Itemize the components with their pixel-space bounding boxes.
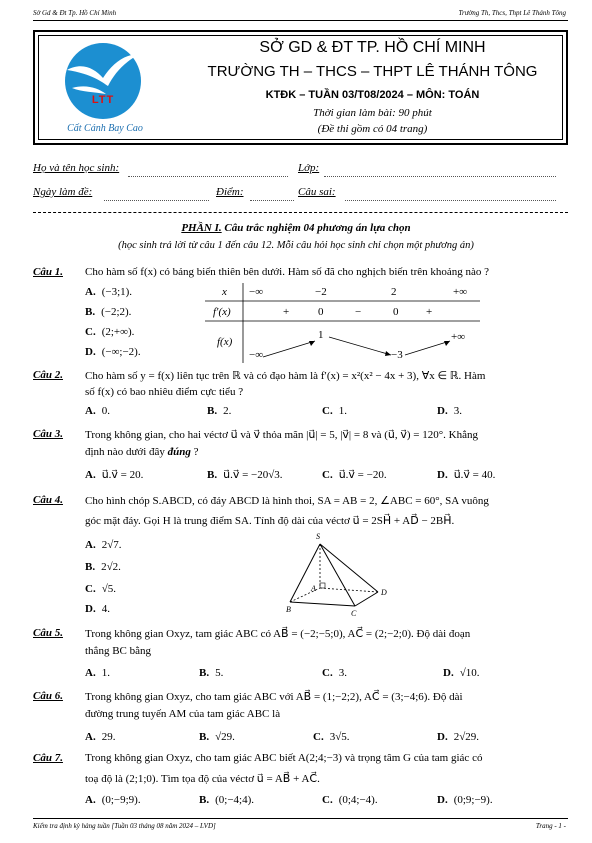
school-title: TRƯỜNG TH – THCS – THPT LÊ THÁNH TÔNG: [207, 63, 538, 80]
q4-text-line1: Cho hình chóp S.ABCD, có đáy ABCD là hình thoi, SA = AB = 2, ∠ABC = 60°, SA vuông: [85, 495, 489, 507]
q5-option-c[interactable]: C. 3.: [322, 667, 347, 679]
q1-option-b[interactable]: B. (−2;2).: [85, 306, 132, 318]
q7-option-b[interactable]: B. (0;−4;4).: [199, 794, 254, 806]
q7-text-line2: toạ độ là (2;1;0). Tìm tọa độ của véctơ u⃗ = AB⃗ + AC⃗.: [85, 773, 320, 785]
bbt-sign: −: [355, 306, 362, 318]
q1-number: Câu 1.: [33, 266, 63, 278]
q6-text-line2: đường trung tuyến AM của tam giác ABC là: [85, 708, 281, 720]
bbt-x-value: +∞: [453, 286, 468, 298]
bbt-sign: 0: [318, 306, 324, 318]
date-label: Ngày làm đề:: [33, 186, 93, 198]
wrong-field[interactable]: [345, 200, 556, 201]
q4-option-d[interactable]: D. 4.: [85, 603, 110, 615]
q4-option-c[interactable]: C. √5.: [85, 583, 116, 595]
q3-option-c[interactable]: C. u⃗.v⃗ = −20.: [322, 469, 387, 481]
q3-option-d[interactable]: D. u⃗.v⃗ = 40.: [437, 469, 496, 481]
q7-option-d[interactable]: D. (0;9;−9).: [437, 794, 493, 806]
q5-option-a[interactable]: A. 1.: [85, 667, 110, 679]
score-label: Điểm:: [216, 186, 244, 198]
q4-number: Câu 4.: [33, 494, 63, 506]
pyramid-label: B: [286, 605, 291, 614]
q4-option-b[interactable]: B. 2√2.: [85, 561, 121, 573]
q5-text-line1: Trong không gian Oxyz, tam giác ABC có AB⃗ = (−2;−5;0), AC⃗ = (2;−2;0). Độ dài đoạn: [85, 628, 471, 640]
bbt-f-label: f(x): [217, 336, 233, 348]
header-right: Trường Th, Thcs, Thpt Lê Thánh Tông: [458, 9, 566, 17]
q1-option-c[interactable]: C. (2;+∞).: [85, 326, 135, 338]
q7-option-c[interactable]: C. (0;4;−4).: [322, 794, 378, 806]
score-field[interactable]: [250, 200, 294, 201]
exam-pages: (Đề thi gồm có 04 trang): [317, 123, 428, 135]
part1-note: (học sinh trả lời từ câu 1 đến câu 12. Mỗi câu hỏi học sinh chỉ chọn một phương án): [118, 240, 474, 251]
q2-text-line2: số f(x) có bao nhiêu điểm cực tiểu ?: [85, 386, 244, 398]
wrong-label: Câu sai:: [298, 186, 336, 198]
q1-option-a[interactable]: A. (−3;1).: [85, 286, 133, 298]
bbt-x-value: −2: [315, 286, 327, 298]
pyramid-label: S: [316, 532, 320, 541]
q1-option-d[interactable]: D. (−∞;−2).: [85, 346, 141, 358]
name-field[interactable]: [128, 176, 288, 177]
pyramid-figure: [280, 532, 390, 622]
date-field[interactable]: [104, 200, 209, 201]
q6-option-a[interactable]: A. 29.: [85, 731, 116, 743]
pyramid-label: C: [351, 609, 357, 618]
q5-option-d[interactable]: D. √10.: [443, 667, 480, 679]
bbt-f-value: +∞: [451, 331, 466, 343]
header-divider: [33, 20, 568, 21]
bbt-x-label: x: [222, 286, 227, 298]
part1-title: PHẦN I.: [181, 222, 222, 234]
class-field[interactable]: [324, 176, 556, 177]
q2-text-line1: Cho hàm số y = f(x) liên tục trên ℝ và có đạo hàm là f′(x) = x²(x² − 4x + 3), ∀x ∈ ℝ. Hàm: [85, 370, 486, 382]
q6-option-b[interactable]: B. √29.: [199, 731, 235, 743]
class-label: Lớp:: [298, 162, 320, 174]
header-left: Sở Gd & Đt Tp. Hồ Chí Minh: [33, 9, 117, 17]
exam-duration: Thời gian làm bài: 90 phút: [313, 107, 432, 119]
q7-option-a[interactable]: A. (0;−9;9).: [85, 794, 141, 806]
q6-option-c[interactable]: C. 3√5.: [313, 731, 350, 743]
q5-number: Câu 5.: [33, 627, 63, 639]
q6-option-d[interactable]: D. 2√29.: [437, 731, 479, 743]
q5-option-b[interactable]: B. 5.: [199, 667, 224, 679]
footer-page: Trang - 1 -: [535, 822, 566, 830]
q1-text: Cho hàm số f(x) có bảng biến thiên bên dưới. Hàm số đã cho nghịch biến trên khoảng nào ?: [85, 266, 490, 278]
q4-option-a[interactable]: A. 2√7.: [85, 539, 122, 551]
bbt-x-value: 2: [391, 286, 397, 298]
bbt-x-value: −∞: [249, 286, 264, 298]
q2-option-c[interactable]: C. 1.: [322, 405, 347, 417]
bbt-sign: +: [283, 306, 290, 318]
q2-option-b[interactable]: B. 2.: [207, 405, 232, 417]
bbt-f-value: −∞: [249, 349, 264, 361]
q7-number: Câu 7.: [33, 752, 63, 764]
q2-option-a[interactable]: A. 0.: [85, 405, 110, 417]
q3-option-a[interactable]: A. u⃗.v⃗ = 20.: [85, 469, 144, 481]
name-label: Họ và tên học sinh:: [33, 162, 120, 174]
q6-text-line1: Trong không gian Oxyz, cho tam giác ABC với AB⃗ = (1;−2;2), AC⃗ = (3;−4;6). Độ dài: [85, 691, 463, 703]
q2-number: Câu 2.: [33, 369, 63, 381]
bbt-f-value: 1: [318, 329, 324, 341]
pyramid-label: D: [381, 588, 387, 597]
part1-heading: [0, 222, 592, 234]
q3-option-b[interactable]: B. u⃗.v⃗ = −20√3.: [207, 469, 283, 481]
q6-number: Câu 6.: [33, 690, 63, 702]
pyramid-label: A: [311, 584, 316, 593]
q3-text-line1: Trong không gian, cho hai véctơ u⃗ và v⃗ thỏa mãn |u⃗| = 5, |v⃗| = 8 và (u⃗, v⃗) = 120°. Khẳng: [85, 429, 478, 441]
bbt-sign: 0: [393, 306, 399, 318]
bbt-fp-label: f′(x): [213, 306, 231, 318]
school-logo: [62, 40, 144, 122]
info-divider: [33, 212, 568, 213]
exam-title: KTĐK – TUẦN 03/T08/2024 – MÔN: TOÁN: [265, 89, 480, 101]
logo-text: LTT: [91, 94, 115, 106]
footer-left: Kiểm tra định kỳ hàng tuần [Tuần 03 tháng 08 năm 2024 – LVD]: [33, 822, 216, 830]
logo-motto: Cất Cánh Bay Cao: [67, 123, 143, 134]
q5-text-line2: thẳng BC bằng: [85, 645, 151, 657]
q4-text-line2: góc mặt đáy. Gọi H là trung điểm SA. Tính độ dài của véctơ u⃗ = 2SH⃗ + AD⃗ − 2BH⃗.: [85, 515, 455, 527]
q3-number: Câu 3.: [33, 428, 63, 440]
bbt-sign: +: [426, 306, 433, 318]
dept-title: SỞ GD & ĐT TP. HỒ CHÍ MINH: [259, 39, 486, 56]
footer-divider: [33, 818, 568, 819]
q2-option-d[interactable]: D. 3.: [437, 405, 462, 417]
variation-table: [205, 283, 480, 363]
part1-subtitle: Câu trắc nghiệm 04 phương án lựa chọn: [221, 222, 411, 234]
q3-text-line2: định nào dưới đây đúng ?: [85, 446, 199, 458]
q7-text-line1: Trong không gian Oxyz, cho tam giác ABC biết A(2;4;−3) và trọng tâm G của tam giác có: [85, 752, 483, 764]
bbt-f-value: −3: [391, 349, 403, 361]
